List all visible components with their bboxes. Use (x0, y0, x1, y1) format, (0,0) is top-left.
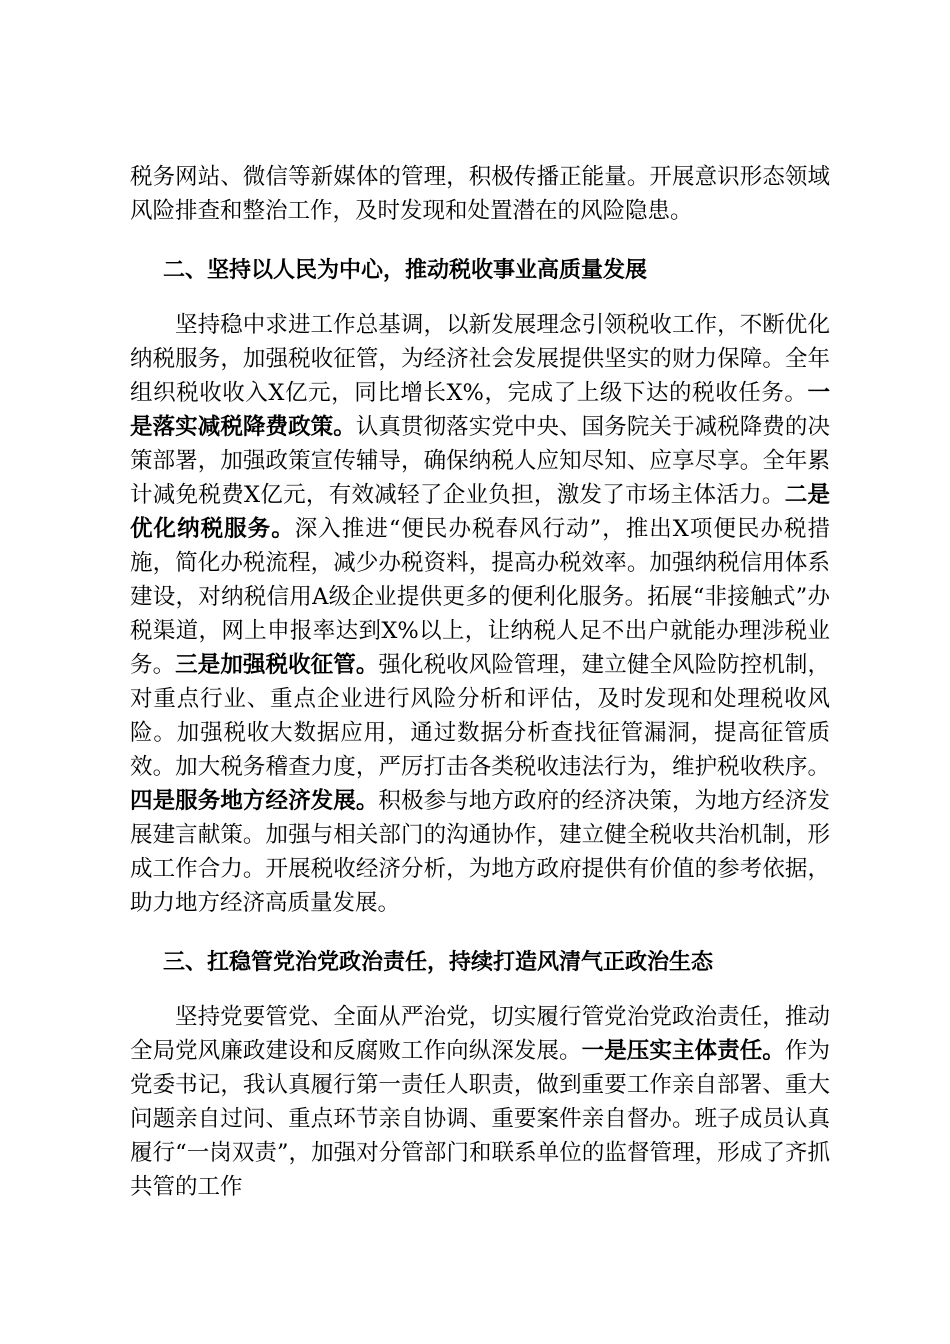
section-heading-2: 二、坚持以人民为中心，推动税收事业高质量发展 (163, 258, 648, 283)
key-point-2-text: 深入推进“便民办税春风行动”，推出X项便民办税措施，简化办税流程，减少办税资料，提高办税效率。加强纳税信用体系建设，对纳税信用A级企业提供更多的便利化服务。拓展“非接触式”办税渠道，网上申报率达到X%以上，让纳税人足不出户就能办理涉税业务。 (130, 516, 830, 678)
section-2-intro: 坚持稳中求进工作总基调，以新发展理念引领税收工作，不断优化纳税服务，加强税收征管，为经济社会发展提供坚实的财力保障。全年组织税收收入X亿元，同比增长X%，完成了上级下达的税收任务。 (130, 312, 830, 406)
key-point-4: 四是服务地方经济发展。 (130, 788, 379, 814)
paragraph-continuation: 税务网站、微信等新媒体的管理，积极传播正能量。开展意识形态领域风险排查和整治工作，及时发现和处置潜在的风险隐患。 (130, 164, 830, 224)
spacer (130, 980, 830, 1000)
key-point-3-text: 强化税收风险管理，建立健全风险防控机制，对重点行业、重点企业进行风险分析和评估，及时发现和处理税收风险。加强税收大数据应用，通过数据分析查找征管漏洞，提高征管质效。加大税务稽查力度，严厉打击各类税收违法行为，维护税收秩序。 (130, 652, 830, 780)
spacer (130, 920, 830, 946)
spacer (130, 288, 830, 308)
key-point-3-1: 一是压实主体责任。 (581, 1038, 785, 1064)
section-3-intro: 坚持党要管党、全面从严治党，切实履行管党治党政治责任，推动全局党风廉政建设和反腐败工作向纵深发展。 (130, 1004, 830, 1064)
section-3-paragraph (130, 1000, 830, 1204)
section-2-paragraph (130, 308, 830, 920)
key-point-3-1-text: 作为党委书记，我认真履行第一责任人职责，做到重要工作亲自部署、重大问题亲自过问、重点环节亲自协调、重要案件亲自督办。班子成员认真履行“一岗双责”，加强对分管部门和联系单位的监督管理，形成了齐抓共管的工作 (130, 1038, 830, 1200)
key-point-2: 二是优化纳税服务。 (130, 482, 830, 542)
key-point-3: 三是加强税收征管。 (175, 652, 379, 678)
document-page (130, 160, 830, 1204)
section-heading-3: 三、扛稳管党治党政治责任，持续打造风清气正政治生态 (163, 950, 714, 975)
key-point-1-text: 认真贯彻落实党中央、国务院关于减税降费的决策部署，加强政策宣传辅导，确保纳税人应知尽知、应享尽享。全年累计减免税费X亿元，有效减轻了企业负担，激发了市场主体活力。 (130, 414, 830, 508)
key-point-1: 一是落实减税降费政策。 (130, 380, 830, 440)
spacer (130, 228, 830, 254)
key-point-4-text: 积极参与地方政府的经济决策，为地方经济发展建言献策。加强与相关部门的沟通协作，建立健全税收共治机制，形成工作合力。开展税收经济分析，为地方政府提供有价值的参考依据，助力地方经济高质量发展。 (130, 788, 830, 916)
